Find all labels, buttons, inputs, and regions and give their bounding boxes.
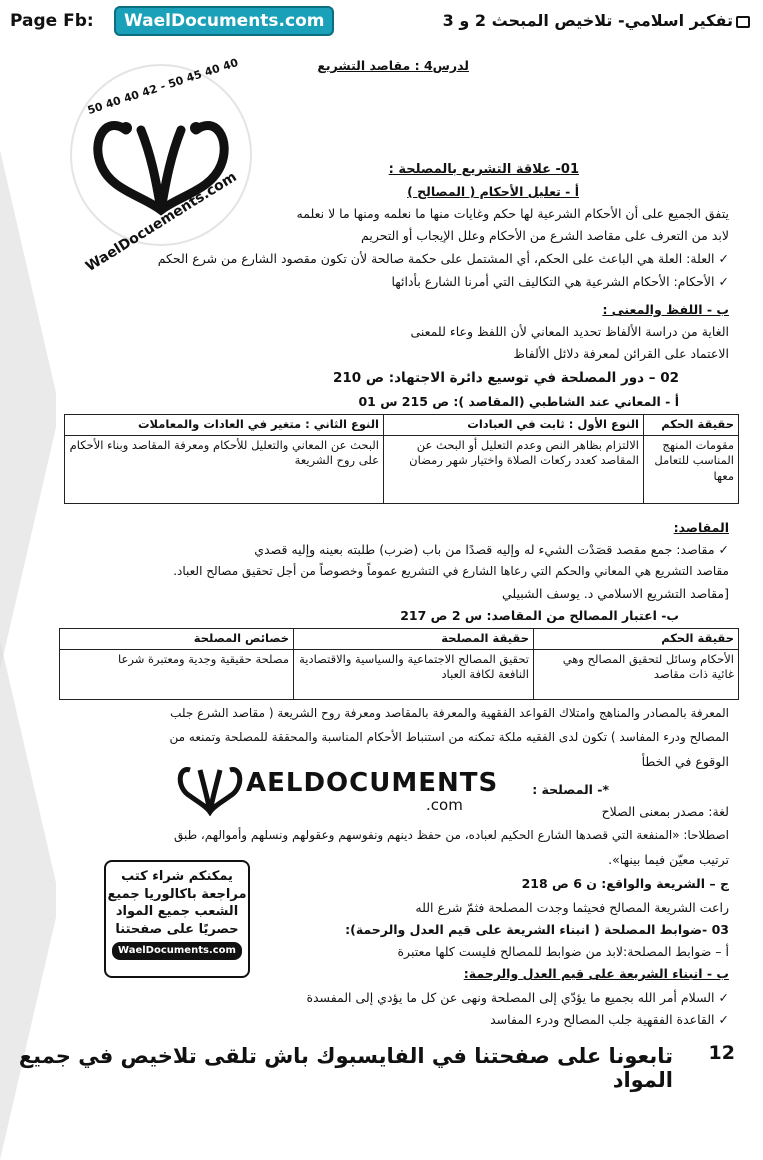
table1-cell: مقومات المنهج المناسب للتعامل معها: [644, 435, 739, 503]
stamp-phones: 50 40 40 42 - 50 45 40 40: [85, 55, 240, 118]
list-item-illa: ✓العلة: العلة هي الباعث على الحكم، أي المشتمل على حكمة صالحة لأن تكون مقصود الشارع من شرع الحكم: [157, 251, 729, 266]
section-01: 01- علاقة التشريع بالمصلحة :: [388, 162, 579, 177]
sub-b-adl: ب - انبناء الشريعة على قيم العدل والرحمة:: [463, 966, 729, 981]
table1-cell: الالتزام بظاهر النص وعدم التعليل أو البحث عن المقاصد كعدد ركعات الصلاة واختيار شهر رمضان: [384, 435, 644, 503]
header-title-text: تفكير اسلامي- تلاخيص المبحث 2 و 3: [442, 11, 733, 30]
table-types: [64, 414, 739, 504]
list-item-qaida: ✓القاعدة الفقهية جلب المصالح ودرء المفاسد: [490, 1012, 729, 1027]
page-footer: [0, 1036, 763, 1092]
text-line: لابد من التعرف على مقاصد الشرع من الأحكام وعلل الإيجاب أو التحريم: [361, 228, 729, 243]
text-line: [مقاصد التشريع الاسلامي د. يوسف الشبيلي: [501, 586, 729, 601]
text-line: راعت الشريعة المصالح فحيثما وجدت المصلحة فثمّ شرع الله: [415, 900, 729, 915]
site-link[interactable]: WaelDocuments.com: [114, 6, 334, 36]
text-line: مقاصد التشريع هي المعاني والحكم التي رعاها الشارع في التشريع عموماً وخصوصاً من أجل تحقيق مصالح العباد.: [173, 564, 729, 578]
check-icon: ✓: [718, 274, 729, 289]
list-item-salam: ✓السلام أمر الله بجميع ما يؤدّي إلى المصلحة ونهى عن كل ما يؤدي إلى المفسدة: [306, 990, 729, 1005]
promo-line: الشعب جميع المواد: [115, 904, 239, 920]
text-line: الوقوع في الخطأ: [641, 754, 729, 769]
promo-line: يمكنكم شراء كتب: [121, 869, 233, 884]
table2-header: خصائص المصلحة: [60, 629, 294, 650]
text-line: اصطلاحا: «المنفعة التي قصدها الشارع الحكيم لعباده، من حفظ دينهم ونفوسهم وعقولهم ونسلهم وأموالهم، طبق: [173, 828, 729, 842]
check-icon: ✓: [718, 1012, 729, 1027]
section-03: 03 -ضوابط المصلحة ( انبناء الشريعة على قيم العدل والرحمة):: [345, 922, 729, 937]
sub-b-itibar: ب- اعتبار المصالح من المقاصد: س 2 ص 217: [400, 608, 679, 623]
table-maslaha: [59, 628, 739, 700]
table2-cell: مصلحة حقيقية وجدية ومعتبرة شرعا: [60, 649, 294, 699]
table2-header: حقيقة المصلحة: [294, 629, 534, 650]
section-02: 02 – دور المصلحة في توسيع دائرة الاجتهاد: ص 210: [332, 370, 679, 386]
wide-logo: [176, 756, 499, 816]
text-line: أ – ضوابط المصلحة:لابد من ضوابط للمصالح فليست كلها معتبرة: [397, 944, 729, 959]
stamp-site: WaelDocuements.com: [83, 168, 240, 276]
page-fb-label: Page Fb:: [10, 11, 94, 31]
text-line: لغة: مصدر بمعنى الصلاح: [601, 804, 729, 819]
logo-text: AELDOCUMENTS: [246, 768, 499, 798]
lesson-title: لدرس4 : مقاصد التشريع: [317, 58, 469, 73]
sub-b: ب - اللفظ والمعنى :: [602, 302, 729, 317]
table2-cell: تحقيق المصالح الاجتماعية والسياسية والاقتصادية النافعة لكافة العباد: [294, 649, 534, 699]
document-page: [56, 46, 739, 1036]
table1-header: النوع الأول : ثابت في العبادات: [384, 415, 644, 436]
check-icon: ✓: [718, 251, 729, 266]
maslaha-heading: *- المصلحة :: [532, 782, 609, 797]
footer-text: تابعونا على صفحتنا في الفايسبوك باش تلقى تلاخيص في جميع المواد: [18, 1044, 673, 1092]
logo-mark-icon: [176, 756, 244, 816]
table1-cell: البحث عن المعاني والتعليل للأحكام ومعرفة المقاصد وبناء الأحكام على روح الشريعة: [65, 435, 384, 503]
promo-line: حصريًا على صفحتنا: [115, 921, 239, 937]
sub-c: ج – الشريعة والواقع: ن 6 ص 218: [521, 876, 729, 891]
check-icon: ✓: [718, 542, 729, 557]
table1-header: حقيقة الحكم: [644, 415, 739, 436]
table1-header: النوع الثاني : متغير في العادات والمعاملات: [65, 415, 384, 436]
sub-a: أ - تعليل الأحكام ( المصالح ): [407, 184, 579, 199]
promo-site[interactable]: WaelDocuments.com: [112, 942, 242, 960]
background-decor-top: [0, 150, 60, 670]
logo-com: .com: [426, 796, 463, 814]
text-line: ترتيب معيّن فيما بينها».: [608, 852, 729, 867]
list-item-maqasid: ✓مقاصد: جمع مقصد قصَدْت الشيء له وإليه قصدًا من باب (ضرب) طلبته بعينه وإليه قصدي: [254, 542, 729, 557]
text-line: الغاية من دراسة الألفاظ تحديد المعاني لأن اللفظ وعاء للمعنى: [410, 324, 729, 339]
sub-a-shatibi: أ - المعاني عند الشاطبي (المقاصد ): ص 215 س 01: [358, 394, 679, 409]
header-title: [443, 11, 753, 30]
text-line: المعرفة بالمصادر والمناهج وامتلاك القواعد الفقهية والمعرفة بالمقاصد ومعرفة روح الشريعة ( مقاصد الشرع جلب: [170, 706, 729, 720]
text-line: المصالح ودرء المفاسد ) تكون لدى الفقيه ملكة تمكنه من استنباط الأحكام المناسبة والمحققة للمصلحة وتمنعه من: [169, 730, 729, 744]
maqasid-heading: المقاصد:: [673, 520, 729, 535]
table2-header: حقيقة الحكم: [534, 629, 739, 650]
list-item-ahkam: ✓الأحكام: الأحكام الشرعية هي التكاليف التي أمرنا الشارع بأدائها: [391, 274, 729, 289]
page-header: [0, 0, 763, 46]
page-number: 12: [708, 1042, 735, 1064]
promo-box: [104, 860, 250, 978]
text-line: الاعتماد على القرائن لمعرفة دلائل الألفاظ: [513, 346, 729, 361]
book-icon: [736, 16, 750, 28]
text-line: يتفق الجميع على أن الأحكام الشرعية لها حكم وغايات منها ما نعلمه ومنها ما لا نعلمه: [296, 206, 729, 221]
table2-cell: الأحكام وسائل لتحقيق المصالح وهي غائية ذات مقاصد: [534, 649, 739, 699]
check-icon: ✓: [718, 990, 729, 1005]
promo-line: مراجعة باكالوريا جميع: [107, 886, 247, 902]
